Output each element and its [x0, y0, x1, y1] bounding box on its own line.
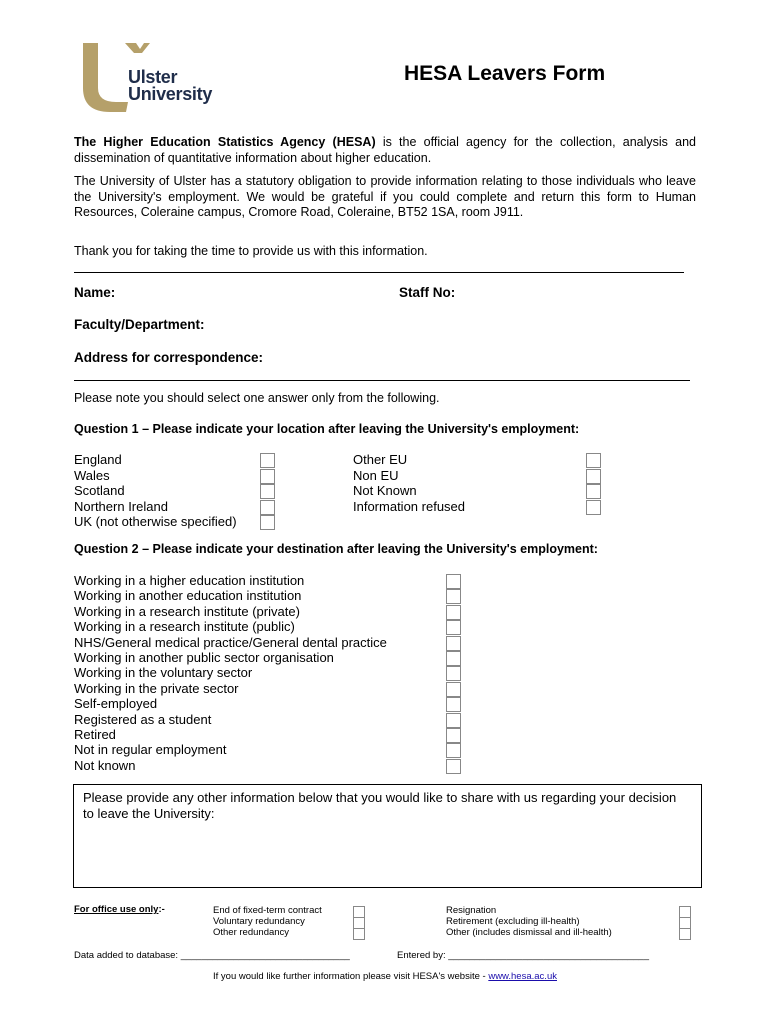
comments-box[interactable]	[73, 784, 702, 888]
page-title: HESA Leavers Form	[404, 62, 606, 85]
select-one-note: Please note you should select one answer only from the following.	[74, 391, 440, 405]
q1-option-2-label: Scotland	[74, 483, 125, 498]
q1-option-1-label: Wales	[74, 467, 110, 483]
q1-option-0-checkbox[interactable]	[260, 453, 275, 468]
q1-option-right-1-label: Non EU	[353, 467, 399, 483]
q1-option-right-2-checkbox[interactable]	[586, 484, 601, 499]
q1-option-right-3-label: Information refused	[353, 498, 466, 514]
hesa-website-link[interactable]: www.hesa.ac.uk	[488, 971, 557, 982]
q2-option-8-label: Self-employed	[74, 696, 158, 712]
q1-option-3-checkbox[interactable]	[260, 500, 275, 515]
address-label: Address for correspondence:	[74, 350, 264, 365]
footer-text: If you would like further information please visit HESA's website -	[213, 971, 489, 982]
office-use-label	[74, 904, 165, 915]
office-right-0-label: Resignation	[446, 905, 497, 916]
q2-option-12-label: Not known	[74, 757, 136, 773]
q1-option-2-checkbox[interactable]	[260, 484, 275, 499]
q2-option-7-checkbox[interactable]	[446, 682, 461, 697]
office-right-1-label: Retirement (excluding ill-health)	[446, 916, 580, 927]
q2-option-5-label: Working in another public sector organisation	[74, 650, 334, 665]
q1-option-4-label: UK (not otherwise specified)	[74, 514, 237, 529]
office-left-1-label: Voluntary redundancy	[213, 916, 305, 927]
office-right-2-label: Other (includes dismissal and ill-health)	[446, 927, 612, 938]
comments-prompt: Please provide any other information below that you would like to share with us regarding your decision to leave the University:	[83, 790, 677, 821]
q2-option-11-checkbox[interactable]	[446, 743, 461, 758]
intro-obligation-paragraph: The University of Ulster has a statutory obligation to provide information relating to those individuals who leave the University's employment. We would be grateful if you could complete and return this form to Human Resources, Coleraine campus, Cromore Road, Coleraine, BT52 1SA, room J911.	[74, 174, 696, 219]
office-left-0-label: End of fixed-term contract	[213, 905, 322, 916]
q2-option-8-checkbox[interactable]	[446, 697, 461, 712]
q1-option-right-0-label: Other EU	[353, 452, 408, 467]
q2-option-1-label: Working in another education institution	[74, 588, 302, 604]
q2-option-6-label: Working in the voluntary sector	[74, 665, 253, 681]
divider-1	[74, 272, 684, 273]
q1-option-right-1-checkbox[interactable]	[586, 469, 601, 484]
staff-no-label: Staff No:	[399, 285, 456, 300]
q2-option-5-checkbox[interactable]	[446, 651, 461, 666]
footer	[0, 971, 770, 982]
logo-line-university: University	[128, 84, 213, 104]
office-use-label-suffix: :-	[158, 904, 165, 915]
q1-option-1-checkbox[interactable]	[260, 469, 275, 484]
q2-option-10-label: Retired	[74, 727, 116, 742]
faculty-label: Faculty/Department:	[74, 317, 205, 332]
intro-thanks: Thank you for taking the time to provide us with this information.	[74, 244, 428, 258]
q2-option-4-label: NHS/General medical practice/General dental practice	[74, 634, 387, 650]
q2-option-0-checkbox[interactable]	[446, 574, 461, 589]
office-right-2-checkbox[interactable]	[679, 928, 691, 940]
office-use-label-text: For office use only	[74, 904, 159, 915]
q2-option-12-checkbox[interactable]	[446, 759, 461, 774]
data-added-field: Data added to database: ________________________________	[74, 950, 350, 961]
question-1: Question 1 – Please indicate your location after leaving the University's employment:	[74, 422, 580, 436]
q1-option-right-0-checkbox[interactable]	[586, 453, 601, 468]
q1-option-0-label: England	[74, 452, 122, 467]
office-left-2-label: Other redundancy	[213, 927, 290, 938]
q2-option-10-checkbox[interactable]	[446, 728, 461, 743]
office-left-2-checkbox[interactable]	[353, 928, 365, 940]
q1-option-right-2-label: Not Known	[353, 483, 417, 498]
q2-option-7-label: Working in the private sector	[74, 680, 239, 696]
q1-option-4-checkbox[interactable]	[260, 515, 275, 530]
q2-option-9-checkbox[interactable]	[446, 713, 461, 728]
q2-option-3-checkbox[interactable]	[446, 620, 461, 635]
q2-option-6-checkbox[interactable]	[446, 666, 461, 681]
q2-option-9-label: Registered as a student	[74, 711, 212, 727]
q2-option-0-label: Working in a higher education institution	[74, 573, 305, 588]
q2-option-2-label: Working in a research institute (private)	[74, 603, 300, 619]
q1-option-3-label: Northern Ireland	[74, 498, 168, 514]
logo-wordmark	[128, 69, 212, 103]
q2-option-2-checkbox[interactable]	[446, 605, 461, 620]
q2-option-1-checkbox[interactable]	[446, 589, 461, 604]
intro-agency-paragraph	[74, 135, 696, 166]
q2-option-11-label: Not in regular employment	[74, 742, 227, 758]
q2-option-3-label: Working in a research institute (public)	[74, 619, 295, 635]
divider-2	[74, 380, 690, 381]
name-label: Name:	[74, 285, 116, 300]
agency-name: The Higher Education Statistics Agency (HESA)	[74, 135, 376, 149]
q2-option-4-checkbox[interactable]	[446, 636, 461, 651]
q1-option-right-3-checkbox[interactable]	[586, 500, 601, 515]
logo-line-ulster: Ulster	[128, 67, 178, 87]
entered-by-field: Entered by: ______________________________________	[397, 950, 649, 961]
agency-description: is the official agency for the collection, analysis and dissemination of quantitative information about higher education.	[74, 135, 696, 165]
question-2: Question 2 – Please indicate your destination after leaving the University's employment:	[74, 542, 598, 556]
